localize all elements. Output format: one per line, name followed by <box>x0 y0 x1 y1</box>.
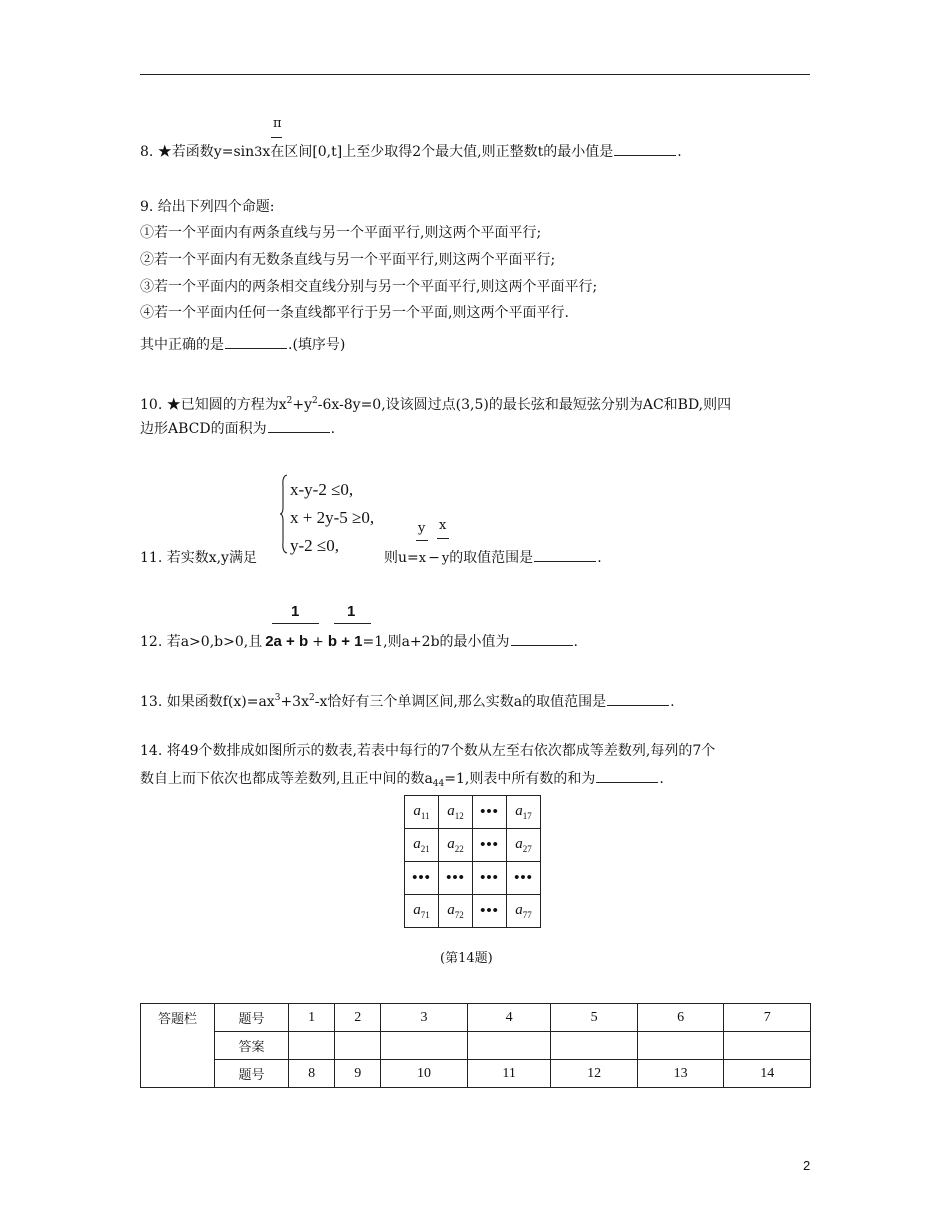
qnum-cell: 14 <box>724 1060 811 1088</box>
q12-answer-blank[interactable] <box>511 631 573 646</box>
matrix-cell-subscript: 12 <box>454 811 464 821</box>
matrix-row <box>405 862 541 895</box>
q8-line <box>140 141 682 163</box>
q12-line <box>140 631 578 652</box>
qnum-cell: 10 <box>381 1060 468 1088</box>
q13-sup-2: 2 <box>308 693 315 703</box>
q11-suffix: 的取值范围是 <box>449 550 534 566</box>
qnum-cell: 8 <box>289 1060 335 1088</box>
q9-item-4: ④若一个平面内任何一条直线都平行于另一个平面,则这两个平面平行. <box>140 305 569 321</box>
matrix-cell-subscript: 71 <box>420 910 430 920</box>
matrix-cell-subscript: 27 <box>522 844 532 854</box>
q11-constraint-2: x + 2y-5 ≥0, <box>290 508 375 527</box>
answer-cell[interactable] <box>724 1032 811 1060</box>
matrix-cell <box>405 862 439 895</box>
q10-line-1 <box>140 391 731 415</box>
q12-suffix: =1,则a+2b的最小值为 <box>362 634 510 650</box>
answer-cell[interactable] <box>381 1032 468 1060</box>
answer-cell[interactable] <box>467 1032 551 1060</box>
matrix-cell-base: a <box>515 803 523 819</box>
q11-tail <box>384 547 602 569</box>
q12-frac1-bar <box>272 623 319 624</box>
matrix-cell <box>507 862 541 895</box>
q11-then: 则u= <box>384 550 419 566</box>
q14-line-1: 14. 将49个数排成如图所示的数表,若表中每行的7个数从左至右依次都成等差数列,每列的7个 <box>140 743 716 759</box>
qnum-cell: 9 <box>335 1060 381 1088</box>
matrix-cell <box>473 796 507 829</box>
matrix-cell-base: a <box>413 803 421 819</box>
q14-answer-blank[interactable] <box>596 768 658 783</box>
q9-answer-blank[interactable] <box>225 334 287 349</box>
qnum-cell: 3 <box>381 1004 468 1032</box>
q12-prefix: 12. 若a>0,b>0,且 <box>140 634 263 650</box>
matrix-cell-base: ••• <box>514 869 533 886</box>
matrix-cell-base: ••• <box>480 902 499 919</box>
q12-plus: + <box>312 634 324 650</box>
matrix-cell-subscript: 72 <box>454 910 464 920</box>
matrix-cell <box>405 895 439 928</box>
answer-table-row-1 <box>141 1004 811 1032</box>
q11-system <box>290 476 374 560</box>
row-label-question-number: 题号 <box>215 1004 289 1032</box>
matrix-cell-base: a <box>447 902 455 918</box>
q12-frac1-den: 2a + b <box>265 633 309 650</box>
matrix-cell <box>507 829 541 862</box>
matrix-row <box>405 796 541 829</box>
matrix-row <box>405 895 541 928</box>
q8-prefix: 8. ★若函数y=sin <box>140 144 255 160</box>
answer-table-row-2 <box>141 1032 811 1060</box>
q10-text-c: -6x-8y=0,设该圆过点(3,5)的最长弦和最短弦分别为AC和BD,则四 <box>317 397 732 413</box>
q10-sup-1: 2 <box>286 396 293 406</box>
q14-text-a: 数自上而下依次也都成等差数列,且正中间的数a <box>140 771 433 787</box>
page-number: 2 <box>803 1158 811 1173</box>
q13-text-a: 13. 如果函数f(x)=ax <box>140 694 275 710</box>
q11-constraint-3: y-2 ≤0, <box>290 536 339 555</box>
matrix-cell-base: ••• <box>480 836 499 853</box>
q8-fraction-denominator: 3 <box>254 145 263 160</box>
q13-sup-1: 3 <box>274 693 281 703</box>
matrix-row <box>405 829 541 862</box>
matrix-cell-base: ••• <box>480 803 499 820</box>
q8-fraction-bar <box>271 137 282 138</box>
q12-frac1-num: 1 <box>291 603 300 620</box>
matrix-cell <box>439 895 473 928</box>
matrix-cell-base: a <box>515 836 523 852</box>
matrix-cell <box>473 895 507 928</box>
q10-line2-text: 边形ABCD的面积为 <box>140 421 267 437</box>
q11-constraint-1: x-y-2 ≤0, <box>290 480 354 499</box>
q14-line-2 <box>140 768 664 794</box>
matrix-cell <box>439 829 473 862</box>
q11-minus: − <box>428 550 440 566</box>
q10-text-a: 10. ★已知圆的方程为x <box>140 397 287 413</box>
qnum-cell: 7 <box>724 1004 811 1032</box>
matrix-cell <box>405 829 439 862</box>
q9-answer-line <box>140 334 345 355</box>
q9-title: 9. 给出下列四个命题: <box>140 199 275 215</box>
answer-cell[interactable] <box>637 1032 724 1060</box>
header-rule <box>140 74 810 75</box>
q8-suffix: x在区间[0,t]上至少取得2个最大值,则正整数t的最小值是 <box>262 144 614 160</box>
q11-end: . <box>597 550 602 566</box>
q9-item-1: ①若一个平面内有两条直线与另一个平面平行,则这两个平面平行; <box>140 225 542 241</box>
answer-cell[interactable] <box>289 1032 335 1060</box>
q8-answer-blank[interactable] <box>614 141 676 156</box>
matrix-cell-subscript: 77 <box>522 910 532 920</box>
q10-answer-blank[interactable] <box>268 418 330 433</box>
q11-prefix: 11. 若实数x,y满足 <box>140 550 257 566</box>
qnum-cell: 12 <box>551 1060 638 1088</box>
matrix-cell <box>405 796 439 829</box>
q13-line <box>140 688 675 712</box>
matrix-cell-subscript: 17 <box>522 811 532 821</box>
qnum-cell: 5 <box>551 1004 638 1032</box>
matrix-cell <box>439 796 473 829</box>
q13-end: . <box>670 694 675 710</box>
q8-fraction-numerator: π <box>273 116 282 131</box>
answer-cell[interactable] <box>551 1032 638 1060</box>
matrix-cell-base: a <box>413 836 421 852</box>
q11-frac1-bar <box>416 540 428 541</box>
qnum-cell: 4 <box>467 1004 551 1032</box>
q11-answer-blank[interactable] <box>534 547 596 562</box>
q9-answer-suffix: .(填序号) <box>288 337 346 353</box>
matrix-cell-base: a <box>447 836 455 852</box>
answer-table-row-3 <box>141 1060 811 1088</box>
q12-frac2-den: b + 1 <box>327 633 363 650</box>
q9-item-3: ③若一个平面内的两条相交直线分别与另一个平面平行,则这两个平面平行; <box>140 279 598 295</box>
matrix-cell <box>507 895 541 928</box>
qnum-cell: 6 <box>637 1004 724 1032</box>
q8-end: . <box>677 144 682 160</box>
q11-frac1-den: x <box>418 551 427 566</box>
q9-item-2: ②若一个平面内有无数条直线与另一个平面平行,则这两个平面平行; <box>140 252 556 268</box>
q12-frac2-num: 1 <box>347 603 356 620</box>
q11-line <box>140 548 257 568</box>
matrix-cell-base: ••• <box>446 869 465 886</box>
q14-end: . <box>659 771 664 787</box>
matrix-cell-base: a <box>515 902 523 918</box>
row-label-answer: 答案 <box>215 1032 289 1060</box>
answer-table <box>140 1003 811 1088</box>
matrix-cell-subscript: 11 <box>420 811 430 821</box>
qnum-cell: 11 <box>467 1060 551 1088</box>
q14-caption: (第14题) <box>440 951 493 966</box>
matrix-cell-subscript: 21 <box>420 844 430 854</box>
q12-frac2-bar <box>334 623 371 624</box>
matrix-cell-subscript: 22 <box>454 844 464 854</box>
q13-text-b: +3x <box>280 694 309 710</box>
qnum-cell: 1 <box>289 1004 335 1032</box>
q11-frac1-num: y <box>418 521 426 536</box>
q14-text-b: =1,则表中所有数的和为 <box>444 771 596 787</box>
row-label-question-number-2: 题号 <box>215 1060 289 1088</box>
matrix-cell-base: ••• <box>412 869 431 886</box>
matrix-cell-base: a <box>447 803 455 819</box>
qnum-cell: 2 <box>335 1004 381 1032</box>
q12-end: . <box>573 634 578 650</box>
q10-line-2 <box>140 418 335 439</box>
q9-answer-prefix: 其中正确的是 <box>140 337 224 353</box>
q14-sub: 44 <box>432 779 445 789</box>
q10-text-b: +y <box>292 397 312 413</box>
qnum-cell: 13 <box>637 1060 724 1088</box>
matrix-cell-base: ••• <box>480 869 499 886</box>
q14-matrix-table <box>404 795 541 928</box>
answer-cell[interactable] <box>335 1032 381 1060</box>
q11-frac2-bar <box>437 538 449 539</box>
q11-frac2-den: y <box>441 551 450 566</box>
matrix-cell <box>473 829 507 862</box>
q10-end: . <box>330 421 336 437</box>
matrix-cell-base: a <box>413 902 421 918</box>
q13-answer-blank[interactable] <box>607 691 669 706</box>
answer-table-corner: 答题栏 <box>141 1004 215 1088</box>
q11-frac2-num: x <box>439 518 447 533</box>
q10-sup-2: 2 <box>312 396 318 406</box>
matrix-cell <box>473 862 507 895</box>
matrix-cell <box>439 862 473 895</box>
q11-brace <box>280 474 288 554</box>
matrix-cell <box>507 796 541 829</box>
q13-text-c: -x恰好有三个单调区间,那么实数a的取值范围是 <box>314 694 607 710</box>
